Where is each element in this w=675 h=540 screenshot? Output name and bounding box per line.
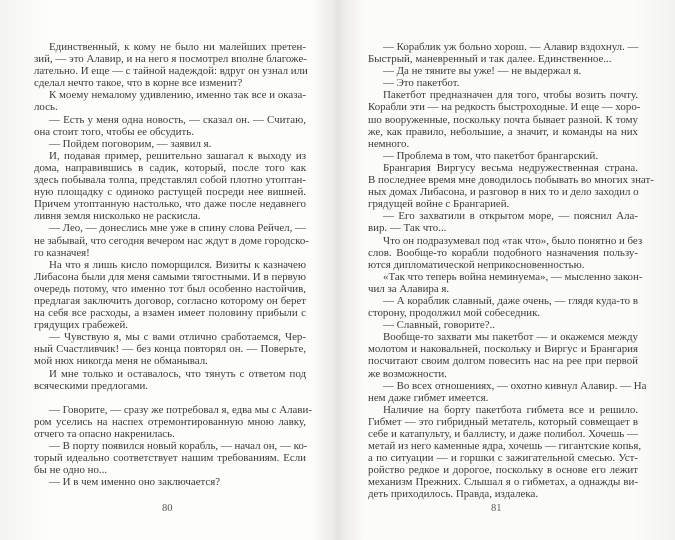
text-line: Единственный, к кому не было ни малейших претен- (49, 41, 306, 53)
text-line: себе и катапульту, и баллисту, и даже полибол. Хочешь — (368, 428, 638, 440)
text-line: Наличие на борту пакетбота гибмета все и решило. (383, 403, 638, 416)
text-line: К моему немалому удивлению, именно так все и оказа- (49, 89, 306, 102)
text-line: Пакетбот предназначен для того, чтобы возить почту. (383, 89, 638, 102)
text-line: На что я лишь кисло поморщился. Визиты к казначею (49, 258, 306, 271)
paragraph (368, 403, 642, 501)
text-line: механизм Прежних. Слышал я о гибметах, а однажды ви- (368, 476, 638, 489)
text-line: го казначея! (34, 246, 90, 259)
text-line: же, как правило, небольшие, а значит, и команды на них (368, 125, 638, 138)
text-line: очередь потому, что именно тот был особенно настойчив, (34, 282, 306, 295)
text-line: ливня земля нисколько не раскисла. (34, 210, 201, 223)
text-section (368, 41, 654, 501)
text-line: отчего та опасно накренилась. (34, 427, 175, 440)
text-line: сделал нечто такое, что в корне все изменит? (34, 77, 243, 90)
paragraph (368, 161, 654, 211)
text-line: — Пойдем поговорим, — заявил я. (49, 137, 212, 150)
text-line: — Во всех отношениях, — охотно кивнул Алавир. — На (383, 379, 647, 392)
paragraph (368, 41, 638, 65)
paragraph (34, 114, 306, 138)
text-line: ройство редкое и дорогое, поскольку в основе его лежит (368, 464, 638, 477)
paragraph (34, 368, 306, 392)
text-line: — Лео, — донеслись мне уже в спину слова Рейчел, — (49, 222, 306, 235)
text-line: Либасона были для меня самыми тягостными. И в первую (34, 270, 306, 283)
paragraph (368, 331, 638, 379)
text-line: лось. (34, 101, 58, 114)
text-line: — Да не тяните вы уже! — не выдержал я. (383, 65, 582, 78)
paragraph (34, 331, 306, 367)
text-line: же возможности. (368, 367, 447, 380)
text-line: зий, — это Алавир, и на него я посмотрел вполне благоже- (34, 53, 307, 66)
paragraph (34, 476, 306, 488)
text-line: — Чувствую я, мы с вами отлично сработаемся, Чер- (49, 331, 306, 344)
paragraph (34, 440, 306, 476)
paragraph (34, 41, 306, 89)
left-page-text (34, 41, 312, 489)
text-line: лательно. И еще — с тайной надеждой: вдруг он узнал или (34, 65, 308, 78)
text-line: нем даже гибмет имеется. (368, 391, 489, 404)
text-section (34, 41, 309, 392)
text-line: ный Счастливчик! — без конца повторял он. — Поверьте, (34, 343, 306, 356)
text-line: Корабли эти — на редкость быстроходные. И еще — хоро- (368, 101, 641, 114)
text-line: деть приходилось. Правда, издалека. (368, 488, 539, 501)
text-line: торый идеально соответствует нашим требованиям. Если (34, 452, 306, 465)
text-line: ются дипломатической неприкосновенностью. (368, 258, 585, 271)
paragraph (368, 270, 643, 295)
paragraph (368, 65, 638, 77)
text-line: ную площадку с одиноко растущей посреди нее вишней. (34, 186, 306, 199)
paragraph (34, 403, 312, 440)
text-line: — И в чем именно оно заключается? (49, 476, 221, 489)
text-line: — Кораблик уж больно хорош. — Алавир вздохнул. — (383, 41, 639, 53)
text-line: И мне только и оставалось, что тянуть с ответом под (49, 367, 306, 380)
text-line: не забывай, что сегодня вечером нас ждут в доме городско- (34, 234, 309, 247)
text-line: В последнее время мне доводилось побывать во многих знат- (368, 174, 654, 187)
text-line: — В порту появился новый корабль, — начал он, — ко- (49, 440, 308, 452)
paragraph (368, 210, 638, 234)
paragraph (368, 150, 638, 162)
right-page-number: 81 (491, 503, 502, 514)
text-line: слов. Вообще-то корабли подобного назначения пользу- (368, 246, 638, 259)
text-line: грядущих грабежей. (34, 319, 129, 332)
paragraph (368, 89, 641, 150)
text-line: Причем утоптанную настолько, что даже после недавнего (34, 198, 306, 211)
text-line: немного. (368, 137, 410, 150)
paragraph (34, 222, 309, 259)
text-line: Гибмет — это гибридный метатель, который совмещает в (368, 415, 638, 428)
text-line: на себя все расходы, а взамен имеет половину прибыли с (34, 307, 306, 320)
text-line: она стоит того, чтобы ее обсудить. (34, 125, 194, 138)
paragraph (368, 319, 638, 331)
text-line: — Говорите, — сразу же потребовал я, едва мы с Алави- (49, 403, 312, 416)
text-line: — Это пакетбот. (383, 77, 460, 90)
right-page-text (368, 41, 654, 501)
paragraph (368, 379, 647, 404)
text-line: бы не одно но... (34, 464, 108, 477)
text-line: вир. — Так что... (368, 222, 447, 235)
left-page-number: 80 (162, 503, 173, 514)
text-line: мой нюх никогда меня не обманывал. (34, 355, 208, 368)
text-line: чил за Алавира я. (368, 282, 450, 295)
text-line: — Славный, говорите?.. (383, 319, 496, 332)
paragraph (34, 150, 306, 223)
paragraph (34, 259, 306, 332)
text-line: шо вооруженные, поскольку почта бывает разной. К тому (368, 113, 638, 126)
text-line: Быстрый, маневренный и так далее. Единственное... (368, 53, 612, 66)
text-section (34, 403, 312, 489)
text-line: грядущей войне с Брангарией. (368, 198, 510, 211)
paragraph (368, 295, 638, 319)
text-line: — Проблема в том, что пакетбот брангарский. (383, 149, 599, 162)
text-line: а по ситуации — и горшки с зажигательной смесью. Уст- (368, 452, 638, 465)
text-line: Что он подразумевал под «так что», было понятно и без (383, 234, 643, 247)
text-line: молотом и наковальней, поскольку и Виргус и Брангария (368, 343, 638, 356)
text-line: ных домах Либасона, и разговор в них то и дело заходил о (368, 186, 639, 199)
text-line: сторону, продолжил мой собеседник. (368, 307, 541, 320)
text-line: Брангария Виргусу весьма недружественная страна. (383, 161, 638, 174)
text-line: дома, направившись в садик, который, после того как (34, 161, 306, 174)
text-line: посчитают своим долгом повесить нас на рее при первой (368, 355, 638, 368)
paragraph (34, 138, 306, 150)
text-line: — Его захватили в открытом море, — пояснил Ала- (383, 210, 638, 223)
text-line: ром уселись на наспех отремонтированную мною лавку, (34, 415, 306, 428)
text-line: всяческими предлогами. (34, 379, 149, 392)
text-line: предлагая заключить договор, согласно которому он берет (34, 294, 306, 307)
text-line: Вообще-то захвати мы пакетбот — и окажемся между (383, 331, 638, 344)
text-line: метай из него каменные ядра, хочешь — гигантские копья, (368, 440, 642, 453)
text-line: — Есть у меня одна новость, — сказал он. — Считаю, (49, 113, 306, 126)
text-line: И, подавая пример, решительно зашагал к выходу из (49, 149, 306, 162)
text-line: здесь побывала толпа, представлял собой плотно утоптан- (34, 174, 306, 187)
text-line: «Так что теперь война неминуема», — мысленно закон- (383, 270, 643, 283)
text-line: — А кораблик славный, даже очень, — глядя куда-то в (383, 294, 638, 307)
paragraph (368, 234, 643, 271)
paragraph (368, 77, 638, 89)
paragraph (34, 89, 306, 113)
